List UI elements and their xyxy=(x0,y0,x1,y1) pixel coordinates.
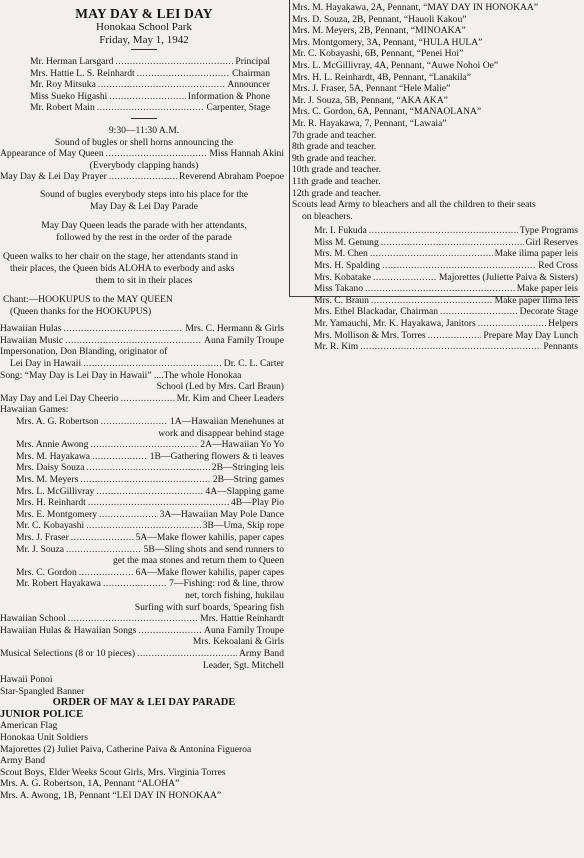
game-row: Mr. Robert Hayakawa ..... 7—Fishing: rod & line, throw xyxy=(0,578,284,590)
bugle-line: Sound of bugles or shell horns announcing the xyxy=(54,136,234,148)
queen-leads: May Day Queen leads the parade with her attendants, xyxy=(41,220,247,232)
chant-note: (Queen thanks for the HOOKUPUS) xyxy=(10,305,152,317)
parade-item: Mrs. Montgomery, 3A, Pennant, “HULA HULA” xyxy=(292,36,483,48)
prayer-line: May Day & Lei Day Prayer ..... Reverend Abraham Poepoe xyxy=(0,171,288,183)
parade-item: Mrs. A. Awong, 1B, Pennant “LEI DAY IN HONOKAA” xyxy=(0,790,222,802)
parade-item: Mr. C. Kobayashi, 6B, Pennant, “Penei Hoi” xyxy=(292,48,464,60)
staff-row: Mr. Herman Larsgard ..... Principal xyxy=(30,56,270,68)
game-row: Mrs. C. Gordon ..... 6A—Make flower kahilis, paper capes xyxy=(0,567,284,579)
performance-row: Hawaiian Music ..... Auna Family Troupe xyxy=(0,335,288,347)
parade-call-2: May Day & Lei Day Parade xyxy=(90,200,198,212)
staff-row: Mrs. Hattie L. S. Reinhardt ..... Chairman xyxy=(30,68,270,80)
duty-row: Mrs. H. Spalding ..... Red Cross xyxy=(314,260,578,272)
parade-item: Mrs. J. Fraser, 5A, Pennant “Hele Malie” xyxy=(292,83,451,95)
duty-row: Mrs. Mollison & Mrs. Torres ..... Prepare May Day Lunch xyxy=(314,330,578,342)
parade-item: 7th grade and teacher. xyxy=(292,129,377,141)
games-heading: Hawaiian Games: xyxy=(0,404,69,416)
game-row: Mr. C. Kobayashi ..... 3B—Uma, Skip rope xyxy=(0,520,284,532)
parade-item: JUNIOR POLICE xyxy=(0,708,84,720)
staff-row: Mr. Roy Mitsuka ..... Announcer xyxy=(30,79,270,91)
game-cont: Surfing with surf boards, Spearing fish xyxy=(134,601,284,613)
parade-item: Mr. J. Souza, 5B, Pennant, “AKA AKA” xyxy=(292,94,448,106)
game-row: Mr. J. Souza ..... 5B—Sling shots and send runners to xyxy=(0,544,284,556)
parade-item: Mrs. M. Hayakawa, 2A, Pennant, “MAY DAY IN HONOKAA” xyxy=(292,2,539,13)
game-row: Mrs. M. Meyers ..... 2B—String games xyxy=(0,474,284,486)
event-date: Friday, May 1, 1942 xyxy=(99,33,189,46)
duty-row: Mr. R. Kim ..... Pennants xyxy=(314,341,578,353)
game-row: Mrs. J. Fraser ..... 5A—Make flower kahilis, paper capes xyxy=(0,532,284,544)
song-line-2: School (Led by Mrs. Carl Braun) xyxy=(156,381,284,393)
game-row: Mrs. A. G. Robertson ..... 1A—Hawaiian Menehunes at xyxy=(0,416,284,428)
games-list xyxy=(0,416,288,613)
left-column xyxy=(0,6,288,802)
parade-item: Scout Boys, Elder Weeks Scout Girls, Mrs. Virginia Torres xyxy=(0,766,226,778)
duty-row: Miss M. Genung ..... Girl Reserves xyxy=(314,237,578,249)
parade-item: 10th grade and teacher. xyxy=(292,164,381,176)
right-column xyxy=(292,2,582,353)
closing-cont: Mrs. Kekoalani & Girls xyxy=(192,636,284,648)
parade-item: Mrs. H. L. Reinhardt, 4B, Pennant, “Lanakila” xyxy=(292,71,472,83)
parade-item: 9th grade and teacher. xyxy=(292,152,377,164)
clapping-note: (Everybody clapping hands) xyxy=(89,159,199,171)
finale-item: Star-Spangled Banner xyxy=(0,685,85,697)
staff-rule xyxy=(131,118,157,119)
parade-item: on bleachers. xyxy=(302,210,353,222)
staff-list xyxy=(0,56,288,114)
parade-item: Army Band xyxy=(0,755,46,767)
finale-item: Hawaii Ponoi xyxy=(0,674,53,686)
parade-item: Mrs. L. McGillivray, 4A, Pennant, “Auwe Nohoi Oe” xyxy=(292,59,499,71)
chant-line: Chant:—HOOKUPUS to the MAY QUEEN xyxy=(3,294,173,306)
queen-leads-2: followed by the rest in the order of the parade xyxy=(56,231,232,243)
queen-walks: Queen walks to her chair on the stage, her attendants stand in xyxy=(3,251,238,263)
game-row: Mrs. H. Reinhardt ..... 4B—Play Pio xyxy=(0,497,284,509)
duty-row: Mr. Yamauchi, Mr. K. Hayakawa, Janitors ..... Helpers xyxy=(314,318,578,330)
program-title: MAY DAY & LEI DAY xyxy=(75,6,213,21)
parade-continued xyxy=(292,2,582,222)
cheerio-row: May Day and Lei Day Cheerio ..... Mr. Kim and Cheer Leaders xyxy=(0,393,288,405)
title-rule xyxy=(131,49,157,50)
queen-walks-2: their places, the Queen bids ALOHA to everbody and asks xyxy=(10,262,235,274)
parade-item: 11th grade and teacher. xyxy=(292,175,381,187)
parade-item: Mr. R. Hayakawa, 7, Pennant, “Lawaia” xyxy=(292,117,447,129)
impersonation-line: Impersonation, Don Blanding, originator of xyxy=(0,346,168,358)
game-cont: net, torch fishing, hukilau xyxy=(185,589,284,601)
duty-row: Mrs. Ethel Blackadar, Chairman ..... Decorate Stage xyxy=(314,306,578,318)
column-divider xyxy=(289,0,290,296)
staff-row: Mr. Robert Main ..... Carpenter, Stage xyxy=(30,102,270,114)
parade-item: Mrs. A. G. Robertson, 1A, Pennant “ALOHA” xyxy=(0,778,180,790)
duty-row: Mrs. C. Braun ..... Make paper ilima leis xyxy=(314,295,578,307)
game-row: Mrs. Annie Awong ..... 2A—Hawaiian Yo Yo xyxy=(0,439,284,451)
game-row: Mrs. L. McGillivray ..... 4A—Slapping game xyxy=(0,486,284,498)
duty-row: Miss Takano ..... Make paper leis xyxy=(314,283,578,295)
closing-row: Hawaiian School ..... Mrs. Hattie Reinhardt xyxy=(0,613,288,625)
game-row: Mrs. E. Montgomery ..... 3A—Hawaiian May Pole Dance xyxy=(0,509,284,521)
parade-item: Honokaa Unit Soldiers xyxy=(0,732,88,744)
venue: Honokaa School Park xyxy=(96,21,192,33)
parade-item: Scouts lead Army to bleachers and all the children to their seats xyxy=(292,199,536,211)
musical-cont: Leader, Sgt. Mitchell xyxy=(202,659,284,671)
musical-row: Musical Selections (8 or 10 pieces) ..... Army Band xyxy=(0,648,288,660)
game-row: Mrs. M. Hayakawa ..... 1B—Gathering flowers & ti leaves xyxy=(0,451,284,463)
queen-walks-3: them to sit in their places xyxy=(95,274,193,286)
game-cont: work and disappear behind stage xyxy=(158,427,284,439)
parade-item: Mrs. C. Gordon, 6A, Pennant, “MANAOLANA” xyxy=(292,106,482,118)
game-cont: get the maa stones and return them to Queen xyxy=(112,555,284,567)
duty-row: Mrs. Kobatake ..... Majorettes (Juliette Paiva & Sisters) xyxy=(314,272,578,284)
closing-row: Hawaiian Hulas & Hawaiian Songs ..... Auna Family Troupe xyxy=(0,625,288,637)
duty-row: Mrs. M. Chen ..... Make ilima paper leis xyxy=(314,248,578,260)
duty-row: Mr. I. Fukuda ..... Type Programs xyxy=(314,225,578,237)
parade-item: Majorettes (2) Juliet Paiva, Catherine Paiva & Antonina Figueroa xyxy=(0,743,252,755)
parade-call: Sound of bugles everybody steps into his place for the xyxy=(39,188,249,200)
duties-list xyxy=(292,225,582,353)
parade-item: Mrs. D. Souza, 2B, Pennant, “Hauoli Kakou” xyxy=(292,13,467,25)
parade-heading: ORDER OF MAY & LEI DAY PARADE xyxy=(52,697,236,709)
queen-appearance: Appearance of May Queen ..... Miss Hannah Akini xyxy=(0,148,288,160)
program-time: 9:30—11:30 A.M. xyxy=(108,124,180,136)
song-line: Song: “May Day is Lei Day in Hawaii” ....The whole Honokaa xyxy=(0,369,242,381)
parade-item: 8th grade and teacher. xyxy=(292,141,377,153)
staff-row: Miss Sueko Higashi ..... Information & Phone xyxy=(30,91,270,103)
game-row: Mrs. Daisy Souza ..... 2B—Stringing leis xyxy=(0,462,284,474)
parade-item: 12th grade and teacher. xyxy=(292,187,381,199)
parade-item: American Flag xyxy=(0,720,58,732)
parade-item: Mrs. M. Meyers, 2B, Pennant, “MINOAKA” xyxy=(292,25,466,37)
performance-row: Hawaiian Hulas ..... Mrs. C. Hermann & Girls xyxy=(0,323,288,335)
impersonation-row: Lei Day in Hawaii ..... Dr. C. L. Carter xyxy=(0,358,288,370)
